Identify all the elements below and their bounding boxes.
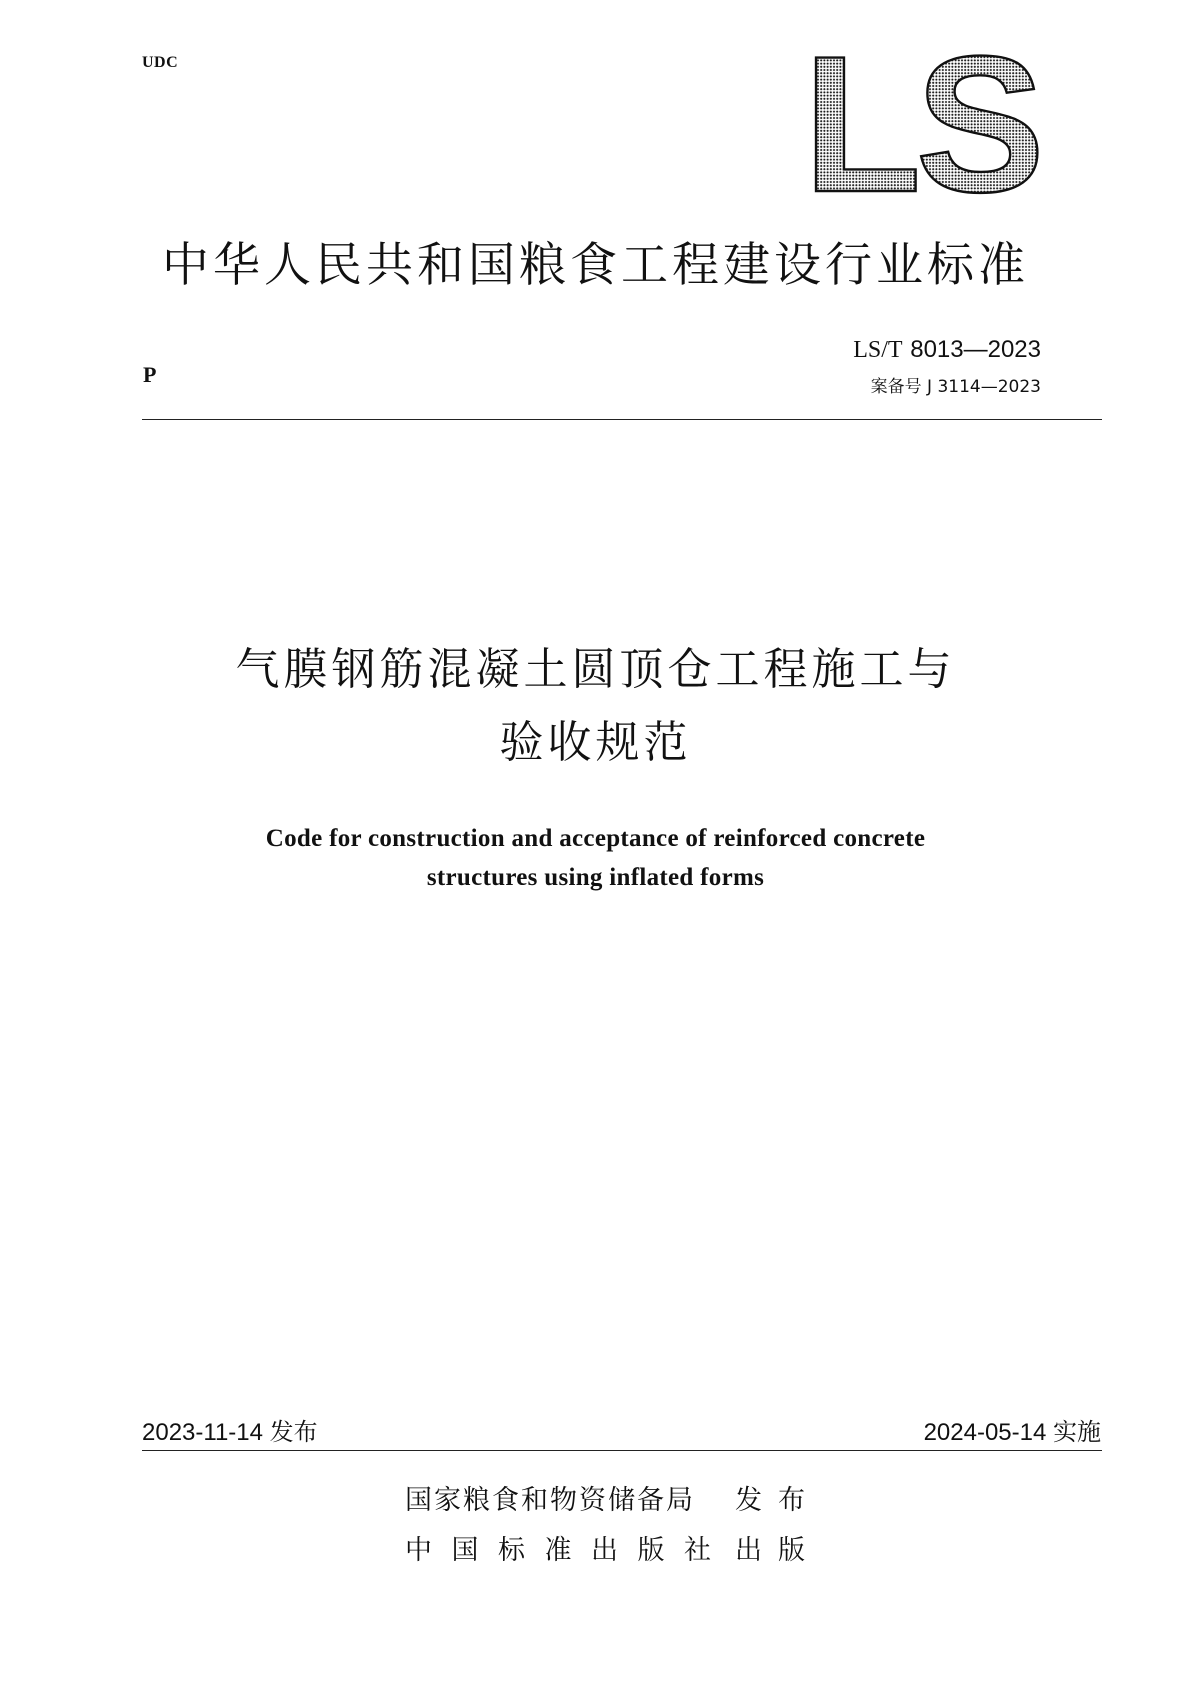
filing-label: 案备号 J xyxy=(870,377,933,397)
publisher-row xyxy=(405,1478,821,1517)
publisher-org: 国家粮食和物资储备局 xyxy=(405,1485,695,1516)
title-en-line2: structures using inflated forms xyxy=(426,864,765,891)
ls-logo xyxy=(803,16,1039,233)
footer-divider xyxy=(142,1450,1102,1451)
standard-digits: 8013—2023 xyxy=(910,336,1041,363)
publisher-row xyxy=(405,1528,821,1567)
filing-digits: 3114—2023 xyxy=(937,377,1041,397)
title-cn-line2: 验收规范 xyxy=(499,717,692,768)
agency-title: 中华人民共和国粮食工程建设行业标准 xyxy=(162,238,1029,293)
logo-text: LS xyxy=(803,16,1039,233)
header-divider xyxy=(142,419,1102,420)
issue-date: 2023-11-14 发布 xyxy=(142,1419,318,1446)
effective-date: 2024-05-14 实施 xyxy=(923,1419,1101,1446)
publisher-org: 中国标准出版社 xyxy=(405,1535,731,1566)
standard-number xyxy=(853,335,1041,364)
publisher-action: 出版 xyxy=(735,1535,821,1566)
title-en-line1: Code for construction and acceptance of reinforced concrete xyxy=(265,825,926,852)
publisher-action: 发布 xyxy=(735,1485,821,1516)
udc-label: UDC xyxy=(142,54,179,71)
standard-prefix: LS/T xyxy=(853,337,903,363)
filing-number xyxy=(871,372,1041,397)
title-cn-line1: 气膜钢筋混凝土圆顶仓工程施工与 xyxy=(235,644,956,695)
category-code: P xyxy=(143,362,157,387)
